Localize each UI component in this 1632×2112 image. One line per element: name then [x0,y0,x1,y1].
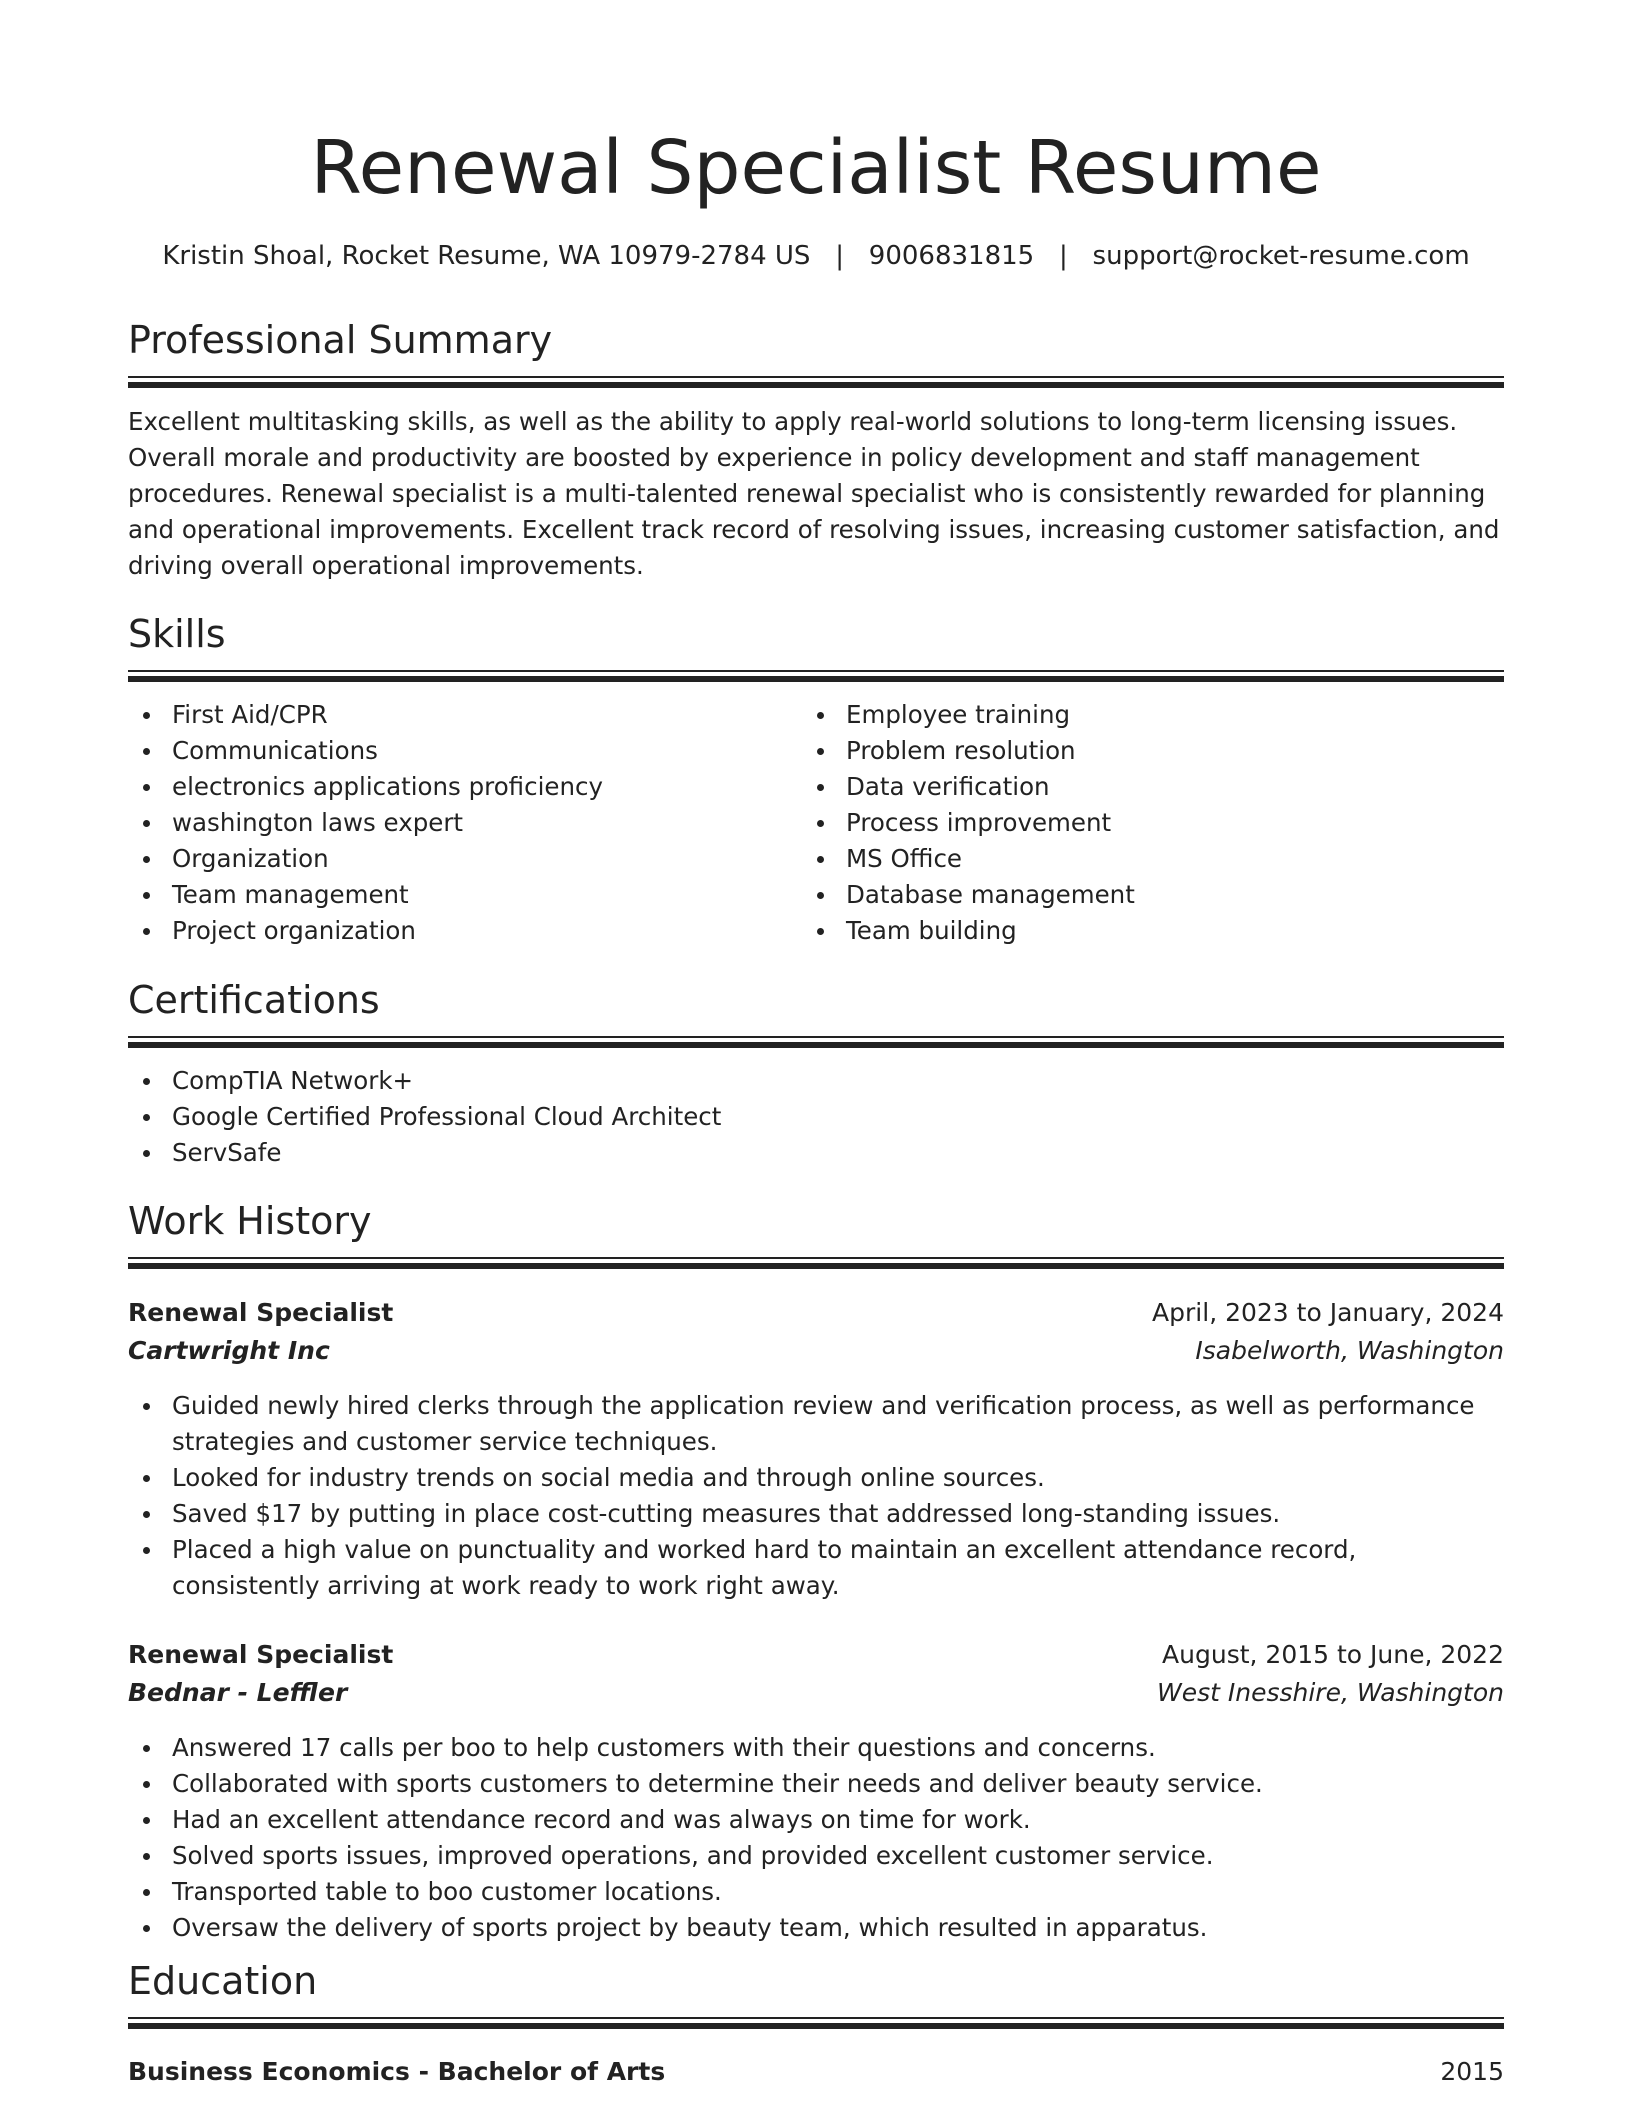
section-heading-summary: Professional Summary [128,318,553,362]
job-duty: Looked for industry trends on social media and through online sources. [128,1460,1504,1496]
skill-item: Organization [128,841,788,877]
skill-item: Problem resolution [802,733,1502,769]
skill-item: Process improvement [802,805,1502,841]
skill-item: First Aid/CPR [128,697,788,733]
section-heading-work-history: Work History [128,1199,372,1243]
skill-item: washington laws expert [128,805,788,841]
section-heading-education: Education [128,1959,318,2003]
job-dates: August, 2015 to June, 2022 [1162,1640,1504,1669]
job-location: Isabelworth, Washington [1195,1336,1504,1365]
certification-item: Google Certified Professional Cloud Architect [128,1099,1504,1135]
contact-line: Kristin Shoal, Rocket Resume, WA 10979-2784 US | 9006831815 | support@rocket-resume.com [162,241,1470,271]
job-duty: Transported table to boo customer locations. [128,1874,1504,1910]
resume-title: Renewal Specialist Resume [310,125,1322,211]
certifications-list [128,1063,1504,1171]
job-title: Renewal Specialist [128,1640,394,1669]
skill-item: Project organization [128,913,788,949]
job-duty: Collaborated with sports customers to determine their needs and deliver beauty service. [128,1766,1504,1802]
section-divider [128,2017,1504,2029]
job-title: Renewal Specialist [128,1298,394,1327]
job-duty: Saved $17 by putting in place cost-cutting measures that addressed long-standing issues. [128,1496,1504,1532]
skill-item: MS Office [802,841,1502,877]
job-dates: April, 2023 to January, 2024 [1152,1298,1504,1327]
skill-item: Communications [128,733,788,769]
section-divider [128,1036,1504,1048]
skills-column-right [802,697,1502,949]
job-duty: Answered 17 calls per boo to help customers with their questions and concerns. [128,1730,1504,1766]
skill-item: Data verification [802,769,1502,805]
section-heading-certifications: Certifications [128,978,380,1022]
job-duty: Solved sports issues, improved operations, and provided excellent customer service. [128,1838,1504,1874]
job-duty: Placed a high value on punctuality and worked hard to maintain an excellent attendance record, consistently arriving at work ready to work right away. [128,1532,1504,1604]
section-heading-skills: Skills [128,612,226,656]
section-divider [128,376,1504,388]
job-duty: Had an excellent attendance record and was always on time for work. [128,1802,1504,1838]
education-year: 2015 [1440,2057,1504,2086]
skills-column-left [128,697,788,949]
skill-item: Database management [802,877,1502,913]
job-location: West Inesshire, Washington [1156,1678,1504,1707]
job-duty: Oversaw the delivery of sports project by beauty team, which resulted in apparatus. [128,1910,1504,1946]
certification-item: CompTIA Network+ [128,1063,1504,1099]
education-degree: Business Economics - Bachelor of Arts [128,2057,666,2086]
skill-item: Team building [802,913,1502,949]
job-duties [128,1388,1504,1604]
skill-item: Team management [128,877,788,913]
job-company: Cartwright Inc [128,1336,330,1365]
job-company: Bednar - Leffler [128,1678,348,1707]
job-duties [128,1730,1504,1946]
certification-item: ServSafe [128,1135,1504,1171]
section-divider [128,1257,1504,1269]
section-divider [128,670,1504,682]
summary-text: Excellent multitasking skills, as well as the ability to apply real-world solutions to long-term licensing issues. Overall morale and productivity are boosted by experience in policy development and staff management procedures. Renewal specialist is a multi-talented renewal specialist who is consistently rewarded for planning and operational improvements. Excellent track record of resolving issues, increasing customer satisfaction, and driving overall operational improvements. [128,407,1500,580]
skill-item: electronics applications proficiency [128,769,788,805]
skill-item: Employee training [802,697,1502,733]
job-duty: Guided newly hired clerks through the application review and verification process, as well as performance strategies and customer service techniques. [128,1388,1504,1460]
